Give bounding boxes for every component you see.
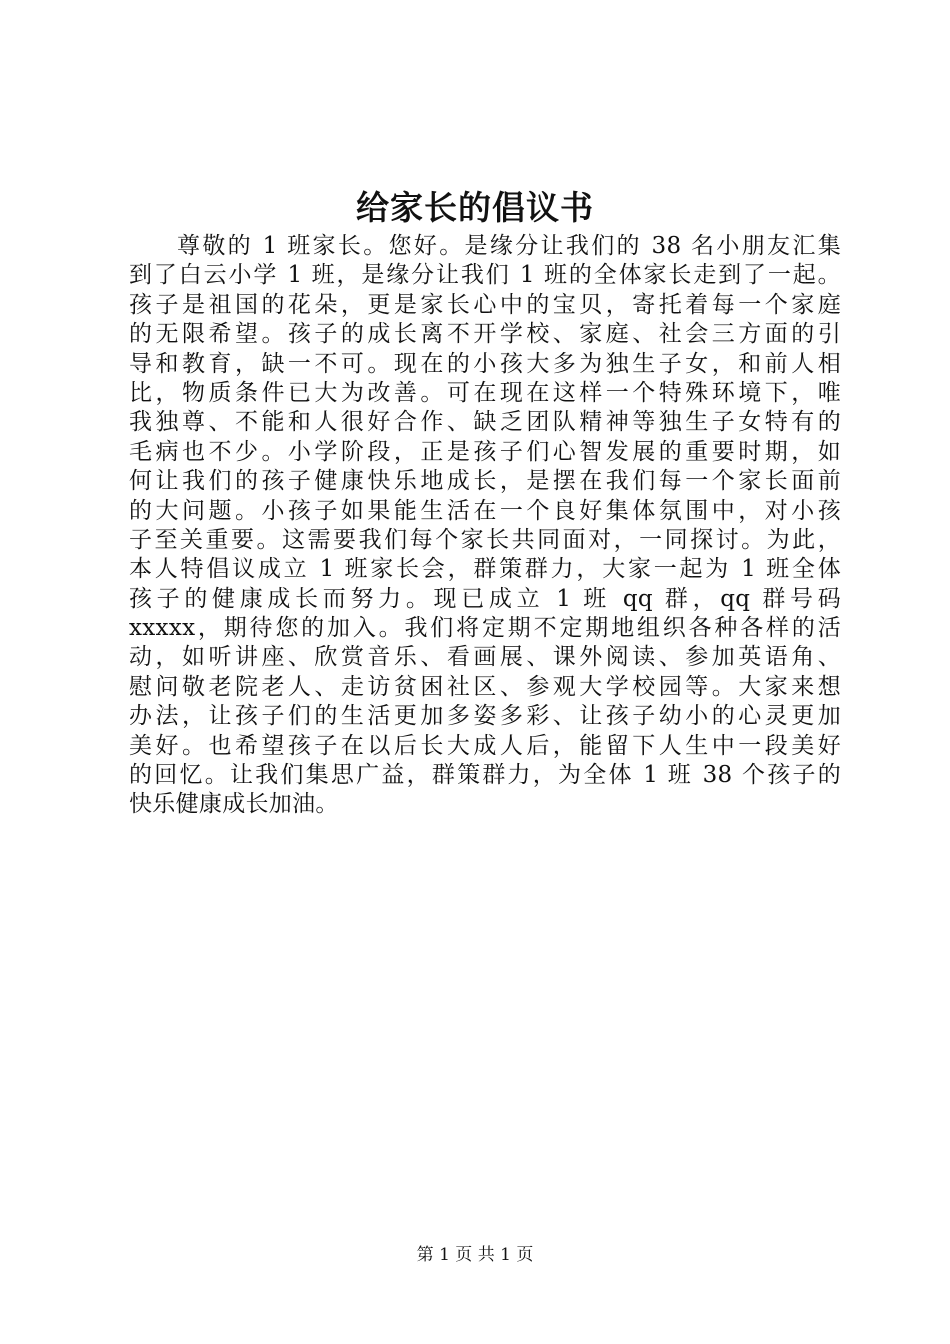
body-line: 导和教育，缺一不可。现在的小孩大多为独生子女，和前人相 — [129, 350, 841, 377]
body-line: 比，物质条件已大为改善。可在现在这样一个特殊环境下，唯 — [129, 379, 841, 406]
body-line: 动，如听讲座、欣赏音乐、看画展、课外阅读、参加英语角、 — [129, 644, 841, 671]
body-line: 快乐健康成长加油。 — [129, 791, 339, 818]
body-line: 我独尊、不能和人很好合作、缺乏团队精神等独生子女特有的 — [129, 409, 841, 436]
body-line: xxxxx，期待您的加入。我们将定期不定期地组织各种各样的活 — [129, 615, 841, 642]
document-title: 给家长的倡议书 — [356, 188, 594, 227]
body-line: 美好。也希望孩子在以后长大成人后，能留下人生中一段美好 — [129, 732, 841, 759]
body-line: 毛病也不少。小学阶段，正是孩子们心智发展的重要时期，如 — [129, 438, 841, 465]
body-line: 何让我们的孩子健康快乐地成长，是摆在我们每一个家长面前 — [129, 468, 841, 495]
body-line: 本人特倡议成立 1 班家长会，群策群力，大家一起为 1 班全体 — [129, 556, 841, 583]
body-line: 慰问敬老院老人、走访贫困社区、参观大学校园等。大家来想 — [129, 673, 841, 700]
body-line: 到了白云小学 1 班，是缘分让我们 1 班的全体家长走到了一起。 — [129, 262, 841, 289]
document-body — [129, 232, 841, 820]
page-number-footer: 第 1 页 共 1 页 — [416, 1245, 534, 1265]
body-line: 尊敬的 1 班家长。您好。是缘分让我们的 38 名小朋友汇集 — [177, 233, 841, 259]
body-line: 办法，让孩子们的生活更加多姿多彩、让孩子幼小的心灵更加 — [129, 703, 841, 730]
body-line: 的无限希望。孩子的成长离不开学校、家庭、社会三方面的引 — [129, 321, 841, 348]
body-line: 子至关重要。这需要我们每个家长共同面对，一同探讨。为此， — [129, 526, 841, 553]
body-line: 孩子是祖国的花朵，更是家长心中的宝贝，寄托着每一个家庭 — [129, 291, 841, 318]
body-line: 的回忆。让我们集思广益，群策群力，为全体 1 班 38 个孩子的 — [129, 762, 841, 789]
body-line: 孩子的健康成长而努力。现已成立 1 班 qq 群，qq 群号码 — [129, 585, 841, 612]
body-line: 的大问题。小孩子如果能生活在一个良好集体氛围中，对小孩 — [129, 497, 841, 524]
